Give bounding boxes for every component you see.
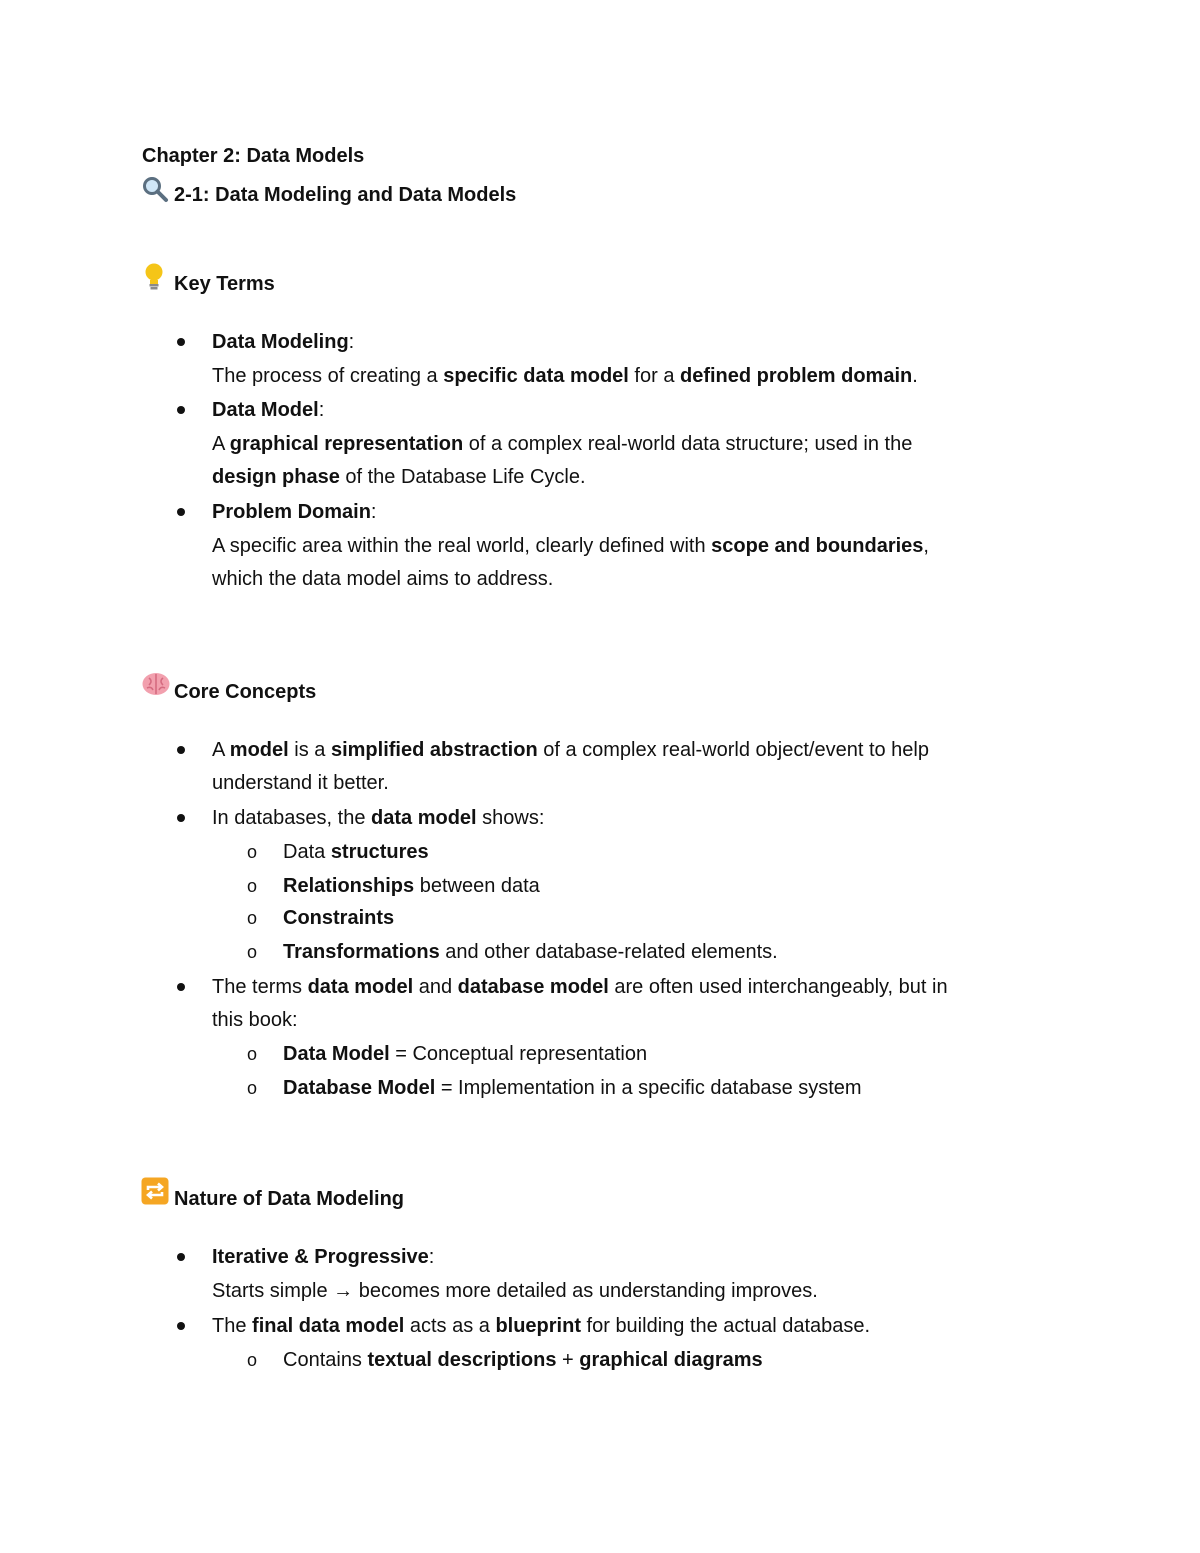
core-sub-transformations (283, 939, 778, 965)
bold-text-run: scope and boundaries (711, 535, 924, 557)
text-run: is a (288, 739, 331, 761)
term-problem-domain-definition-line2 (212, 566, 553, 592)
nature-iterative-definition (212, 1278, 818, 1304)
bullet-icon (177, 746, 185, 754)
text-run: of the Database Life Cycle. (339, 466, 586, 488)
text-run: and (413, 976, 458, 998)
bold-text-run: Constraints (283, 907, 395, 929)
bold-text-run: specific data model (443, 365, 629, 387)
core-bullet-1-line1 (212, 737, 929, 763)
term-problem-domain-definition-line1 (212, 533, 929, 559)
core-sub-database-model (283, 1075, 862, 1101)
bold-text-run: data model (307, 976, 414, 998)
sub-bullet-icon: o (247, 908, 258, 928)
bold-text-run: graphical diagrams (579, 1349, 763, 1371)
text-run: this book: (212, 1009, 298, 1031)
bullet-icon (177, 508, 185, 516)
nature-heading: Nature of Data Modeling (174, 1188, 405, 1210)
text-run: A specific area within the real world, clearly defined with (212, 535, 712, 557)
core-sub-relationships (283, 873, 540, 899)
text-run: acts as a (404, 1315, 496, 1337)
core-bullet-1-line2 (212, 770, 389, 796)
bold-text-run: Relationships (283, 875, 415, 897)
text-run: The process of creating a (212, 365, 444, 387)
core-sub-structures (283, 839, 429, 865)
nature-contains (283, 1347, 763, 1373)
text-run: = Conceptual representation (389, 1043, 648, 1065)
term-data-model-definition-line2 (212, 464, 586, 490)
text-run: , (923, 535, 929, 557)
bullet-icon (177, 814, 185, 822)
bold-text-run: graphical representation (229, 433, 464, 455)
bold-text-run: Data Model (283, 1043, 390, 1065)
bold-text-run: final data model (252, 1315, 405, 1337)
key-terms-heading: Key Terms (174, 273, 275, 295)
bold-text-run: Database Model (283, 1077, 436, 1099)
text-run: are often used interchangeably, but in (608, 976, 948, 998)
repeat-arrows-icon (141, 1177, 169, 1205)
term-data-modeling-definition (212, 363, 918, 389)
bullet-icon (177, 983, 185, 991)
sub-bullet-icon: o (247, 1350, 258, 1370)
nature-blueprint (212, 1313, 870, 1339)
text-run: The terms (212, 976, 308, 998)
bold-text-run: structures (330, 841, 429, 863)
text-run: . (912, 365, 918, 387)
core-bullet-3-line1 (212, 974, 948, 1000)
lightbulb-icon (143, 262, 165, 292)
text-run: which the data model aims to address. (212, 568, 554, 590)
bold-text-run: database model (457, 976, 609, 998)
text-run: Contains (283, 1349, 368, 1371)
text-run: A (212, 433, 230, 455)
text-run: Data (283, 841, 331, 863)
text-run: of a complex real-world data structure; used in the (463, 433, 913, 455)
term-data-model-definition-line1 (212, 431, 912, 457)
bold-text-run: model (229, 739, 289, 761)
magnifier-icon (141, 175, 169, 203)
text-run: In databases, the (212, 807, 372, 829)
nature-iterative-term: Iterative & Progressive: (212, 1246, 435, 1268)
text-run: for a (628, 365, 680, 387)
sub-bullet-icon: o (247, 842, 258, 862)
text-run: A (212, 739, 230, 761)
text-run: for building the actual database. (580, 1315, 871, 1337)
text-run: and other database-related elements. (439, 941, 778, 963)
text-run: + (556, 1349, 580, 1371)
bold-text-run: simplified abstraction (330, 739, 538, 761)
brain-icon (141, 671, 171, 697)
term-problem-domain: Problem Domain: (212, 501, 377, 523)
bold-text-run: data model (371, 807, 477, 829)
bullet-icon (177, 1322, 185, 1330)
sub-bullet-icon: o (247, 1078, 258, 1098)
bold-text-run: Transformations (283, 941, 440, 963)
sub-bullet-icon: o (247, 876, 258, 896)
text-run: understand it better. (212, 772, 389, 794)
term-data-model: Data Model: (212, 399, 325, 421)
bold-text-run: defined problem domain (680, 365, 913, 387)
section-title: 2-1: Data Modeling and Data Models (174, 184, 517, 206)
core-sub-constraints (283, 905, 394, 931)
core-concepts-heading: Core Concepts (174, 681, 317, 703)
text-run: shows: (476, 807, 545, 829)
bullet-icon (177, 338, 185, 346)
bold-text-run: design phase (212, 466, 340, 488)
text-run: Starts simple → becomes more detailed as understanding improves. (212, 1280, 818, 1302)
text-run: of a complex real-world object/event to help (537, 739, 929, 761)
bullet-icon (177, 406, 185, 414)
chapter-title: Chapter 2: Data Models (142, 145, 365, 167)
bold-text-run: textual descriptions (367, 1349, 557, 1371)
text-run: = Implementation in a specific database system (435, 1077, 862, 1099)
sub-bullet-icon: o (247, 942, 258, 962)
term-data-modeling: Data Modeling: (212, 331, 355, 353)
core-sub-data-model (283, 1041, 647, 1067)
text-run: between data (414, 875, 540, 897)
bullet-icon (177, 1253, 185, 1261)
core-bullet-2 (212, 805, 544, 831)
sub-bullet-icon: o (247, 1044, 258, 1064)
bold-text-run: blueprint (495, 1315, 581, 1337)
core-bullet-3-line2 (212, 1007, 298, 1033)
text-run: The (212, 1315, 253, 1337)
